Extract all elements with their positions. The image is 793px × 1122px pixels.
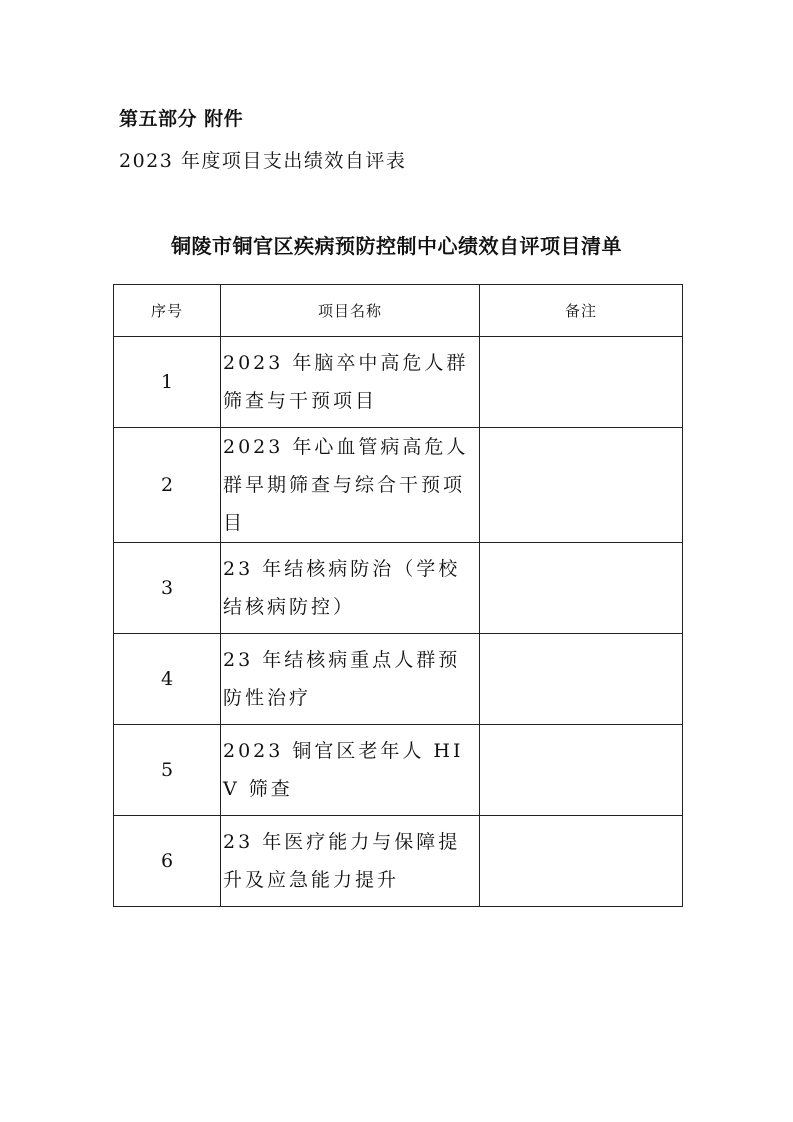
row-remark [480,428,683,543]
table-row [114,634,683,725]
row-project-name: 23 年结核病防治（学校结核病防控） [221,543,480,634]
row-project-name: 23 年结核病重点人群预防性治疗 [221,634,480,725]
sub-heading: 2023 年度项目支出绩效自评表 [119,150,407,172]
row-remark [480,725,683,816]
table-row [114,543,683,634]
row-remark [480,543,683,634]
row-project-name: 2023 年脑卒中高危人群筛查与干预项目 [221,337,480,428]
header-remark: 备注 [480,285,683,337]
row-remark [480,337,683,428]
row-project-name: 2023 铜官区老年人 HIV 筛查 [221,725,480,816]
header-index: 序号 [114,285,221,337]
document-title: 铜陵市铜官区疾病预防控制中心绩效自评项目清单 [171,234,622,258]
section-heading: 第五部分 附件 [119,108,244,130]
project-list-table [113,284,683,907]
row-index: 1 [114,337,221,428]
row-project-name: 2023 年心血管病高危人群早期筛查与综合干预项目 [221,428,480,543]
table-header-row [114,285,683,337]
header-project-name: 项目名称 [221,285,480,337]
row-index: 3 [114,543,221,634]
row-index: 5 [114,725,221,816]
table-row [114,337,683,428]
table-row [114,428,683,543]
row-remark [480,634,683,725]
table-row [114,816,683,907]
row-project-name: 23 年医疗能力与保障提升及应急能力提升 [221,816,480,907]
row-index: 6 [114,816,221,907]
table-row [114,725,683,816]
row-index: 2 [114,428,221,543]
row-index: 4 [114,634,221,725]
row-remark [480,816,683,907]
